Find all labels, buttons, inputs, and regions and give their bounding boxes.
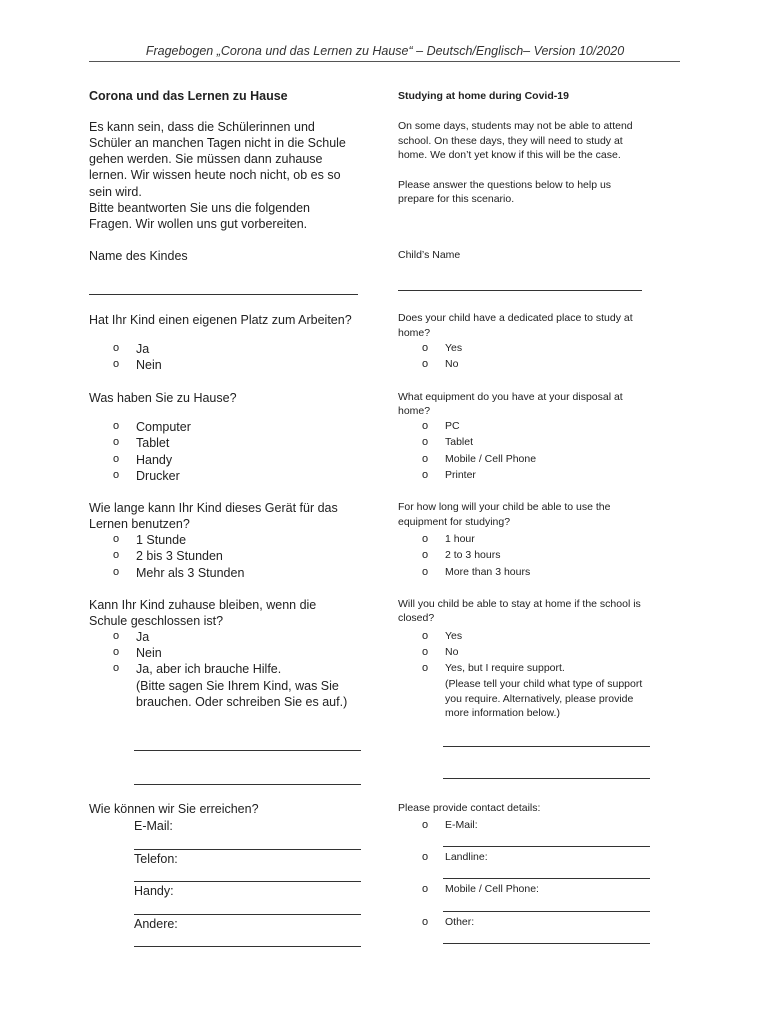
checkbox-bullet[interactable]: o [422,420,429,432]
english-q2-option: Mobile / Cell Phone [445,453,537,465]
english-q2: What equipment do you have at your disposal at [398,391,623,403]
german-name-field[interactable] [89,294,358,295]
english-title: Studying at home during Covid-19 [398,90,569,102]
checkbox-bullet[interactable]: o [113,630,120,642]
checkbox-bullet[interactable]: o [422,646,429,658]
english-intro-line: Please answer the questions below to help us [398,179,612,191]
english-q4: Will you child be able to stay at home if the school is [398,598,641,610]
german-contact-field[interactable] [134,849,361,850]
german-intro-line: Bitte beantworten Sie uns die folgenden [89,201,310,215]
english-name-label: Child’s Name [398,249,461,261]
english-q4-note: (Please tell your child what type of support [445,678,643,690]
english-contact-label: Other: [445,916,475,928]
german-q4-option: Ja, aber ich brauche Hilfe. [136,662,282,676]
checkbox-bullet[interactable]: o [422,883,429,895]
german-q2-option: Drucker [136,469,180,483]
header-rule [89,61,680,62]
german-q4-note: brauchen. Oder schreiben Sie es auf.) [136,695,348,709]
german-contact-field[interactable] [134,946,361,947]
english-contact-label: E-Mail: [445,819,478,831]
german-name-label: Name des Kindes [89,249,188,263]
english-q2-option: Tablet [445,436,474,448]
english-q1-option: No [445,358,459,370]
english-contact-label: Landline: [445,851,488,863]
german-q3-option: 1 Stunde [136,533,187,547]
german-support-field[interactable] [134,750,361,751]
english-q2-option: Printer [445,469,476,481]
checkbox-bullet[interactable]: o [422,453,429,465]
german-q3-option: Mehr als 3 Stunden [136,566,245,580]
german-q3: Wie lange kann Ihr Kind dieses Gerät für das [89,501,338,515]
checkbox-bullet[interactable]: o [113,469,120,481]
german-contact-label: Andere: [134,917,178,931]
german-q5: Wie können wir Sie erreichen? [89,802,259,816]
checkbox-bullet[interactable]: o [113,662,120,674]
german-q1-option: Nein [136,358,162,372]
german-contact-field[interactable] [134,914,361,915]
english-q2-option: PC [445,420,460,432]
german-q4: Schule geschlossen ist? [89,614,224,628]
english-q4: closed? [398,612,435,624]
checkbox-bullet[interactable]: o [113,566,120,578]
english-q2: home? [398,405,431,417]
english-q3-option: More than 3 hours [445,566,531,578]
english-q3: equipment for studying? [398,516,511,528]
checkbox-bullet[interactable]: o [422,851,429,863]
german-support-field[interactable] [134,784,361,785]
checkbox-bullet[interactable]: o [113,436,120,448]
english-intro-line: school. On these days, they will need to study at [398,135,623,147]
checkbox-bullet[interactable]: o [113,646,120,658]
german-intro-line: lernen. Wir wissen heute noch nicht, ob es so [89,168,341,182]
english-q1: home? [398,327,431,339]
german-contact-field[interactable] [134,881,361,882]
german-q3-option: 2 bis 3 Stunden [136,549,223,563]
english-q3: For how long will your child be able to use the [398,501,611,513]
english-q4-option: Yes, but I require support. [445,662,565,674]
english-q5: Please provide contact details: [398,802,541,814]
english-support-field[interactable] [443,778,650,779]
german-contact-label: Handy: [134,884,174,898]
german-contact-label: E-Mail: [134,819,173,833]
german-intro-line: sein wird. [89,185,142,199]
german-q3: Lernen benutzen? [89,517,190,531]
checkbox-bullet[interactable]: o [422,358,429,370]
checkbox-bullet[interactable]: o [113,358,120,370]
german-q4-option: Ja [136,630,150,644]
checkbox-bullet[interactable]: o [422,342,429,354]
checkbox-bullet[interactable]: o [113,420,120,432]
german-intro-line: Schüler an manchen Tagen nicht in die Schule [89,136,346,150]
checkbox-bullet[interactable]: o [113,342,120,354]
english-support-field[interactable] [443,746,650,747]
english-q1-option: Yes [445,342,463,354]
checkbox-bullet[interactable]: o [422,533,429,545]
checkbox-bullet[interactable]: o [422,630,429,642]
checkbox-bullet[interactable]: o [113,453,120,465]
english-q3-option: 2 to 3 hours [445,549,501,561]
english-contact-field[interactable] [443,878,650,879]
german-contact-label: Telefon: [134,852,178,866]
checkbox-bullet[interactable]: o [422,566,429,578]
english-intro-line: prepare for this scenario. [398,193,515,205]
checkbox-bullet[interactable]: o [113,533,120,545]
english-q1: Does your child have a dedicated place to study at [398,312,633,324]
english-contact-field[interactable] [443,911,650,912]
german-q2-option: Computer [136,420,191,434]
english-contact-label: Mobile / Cell Phone: [445,883,539,895]
checkbox-bullet[interactable]: o [422,469,429,481]
checkbox-bullet[interactable]: o [422,662,429,674]
english-q3-option: 1 hour [445,533,475,545]
english-contact-field[interactable] [443,943,650,944]
german-q1: Hat Ihr Kind einen eigenen Platz zum Arbeiten? [89,313,352,327]
checkbox-bullet[interactable]: o [422,436,429,448]
checkbox-bullet[interactable]: o [422,819,429,831]
german-q4-note: (Bitte sagen Sie Ihrem Kind, was Sie [136,679,339,693]
german-q2-option: Tablet [136,436,170,450]
checkbox-bullet[interactable]: o [113,549,120,561]
english-q4-note: you require. Alternatively, please provide [445,693,634,705]
english-q4-option: No [445,646,459,658]
english-contact-field[interactable] [443,846,650,847]
english-intro-line: On some days, students may not be able to attend [398,120,633,132]
german-intro-line: gehen werden. Sie müssen dann zuhause [89,152,323,166]
checkbox-bullet[interactable]: o [422,549,429,561]
german-title: Corona und das Lernen zu Hause [89,89,288,103]
german-q4: Kann Ihr Kind zuhause bleiben, wenn die [89,598,317,612]
german-q4-option: Nein [136,646,162,660]
english-q4-note: more information below.) [445,707,560,719]
checkbox-bullet[interactable]: o [422,916,429,928]
german-q2: Was haben Sie zu Hause? [89,391,237,405]
page-header: Fragebogen „Corona und das Lernen zu Hause“ – Deutsch/Englisch– Version 10/2020 [145,44,625,58]
english-name-field[interactable] [398,290,642,291]
english-intro-line: home. We don’t yet know if this will be the case. [398,149,621,161]
german-intro-line: Es kann sein, dass die Schülerinnen und [89,120,315,134]
german-q1-option: Ja [136,342,150,356]
german-q2-option: Handy [136,453,173,467]
english-q4-option: Yes [445,630,463,642]
german-intro-line: Fragen. Wir wollen uns gut vorbereiten. [89,217,308,231]
